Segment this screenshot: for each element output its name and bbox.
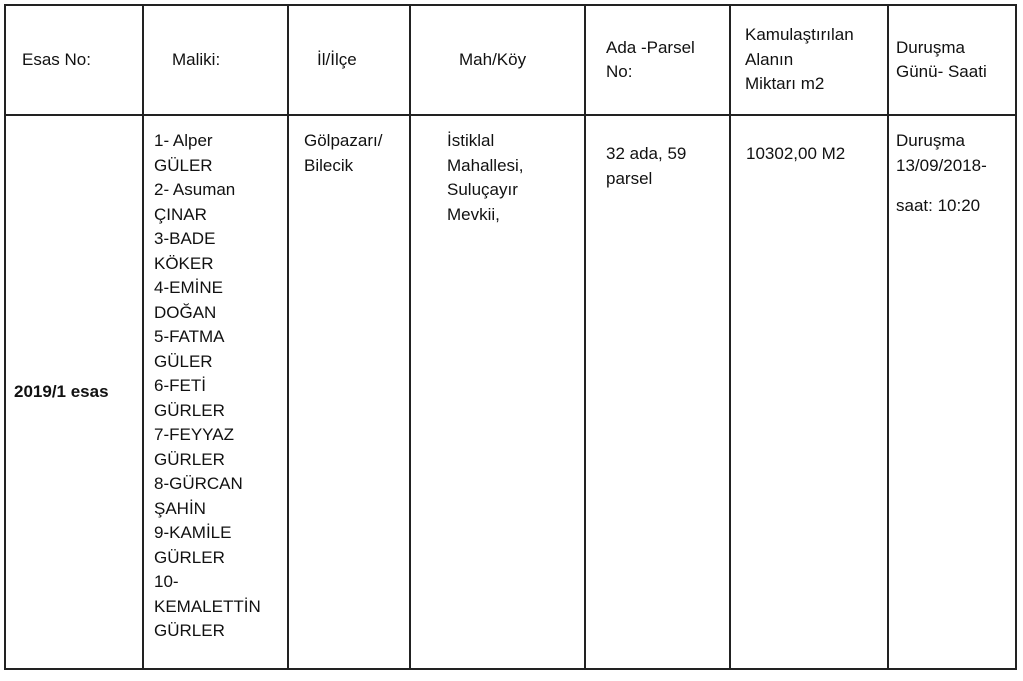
il-ilce-value: Gölpazarı/ Bilecik (304, 131, 383, 175)
malik-list: 1- Alper GÜLER 2- Asuman ÇINAR 3-BADE KÖKER 4-EMİNE DOĞAN 5-FATMA GÜLER 6-FETİ GÜRLER 7-FEYYAZ GÜRLER 8-GÜRCAN ŞAHİN 9-KAMİLE GÜRLER 10- KEMALETTİN GÜRLER (154, 131, 261, 640)
cell-il-ilce (288, 115, 410, 669)
header-mah-koy-text: Mah/Köy (459, 49, 527, 69)
expropriation-table (4, 4, 1017, 670)
header-ada-parsel-text: Ada -Parsel No: (606, 37, 695, 81)
header-row (5, 5, 1016, 115)
durusma-time: saat: 10:20 (896, 196, 981, 215)
header-durusma (888, 5, 1016, 115)
header-malik (143, 5, 288, 115)
header-esas-no-text: Esas No: (22, 49, 91, 69)
cell-esas-no (5, 115, 143, 669)
ada-parsel-value: 32 ada, 59 parsel (606, 144, 687, 188)
mah-koy-value: İstiklal Mahallesi, Suluçayır Mevkii, (447, 131, 524, 224)
header-alan-text: Kamulaştırılan Alanın Miktarı m2 (745, 25, 854, 94)
data-row (5, 115, 1016, 669)
cell-malik (143, 115, 288, 669)
cell-alan (730, 115, 888, 669)
cell-mah-koy (410, 115, 585, 669)
durusma-date: Duruşma 13/09/2018- (896, 131, 987, 175)
cell-durusma (888, 115, 1016, 669)
header-durusma-text: Duruşma Günü- Saati (896, 37, 987, 81)
header-mah-koy (410, 5, 585, 115)
header-il-ilce (288, 5, 410, 115)
header-alan (730, 5, 888, 115)
header-il-ilce-text: İl/İlçe (317, 49, 357, 69)
header-esas-no (5, 5, 143, 115)
header-malik-text: Maliki: (172, 49, 221, 69)
alan-value: 10302,00 M2 (746, 144, 846, 163)
cell-ada-parsel (585, 115, 730, 669)
header-ada-parsel (585, 5, 730, 115)
esas-no-value: 2019/1 esas (14, 381, 109, 401)
